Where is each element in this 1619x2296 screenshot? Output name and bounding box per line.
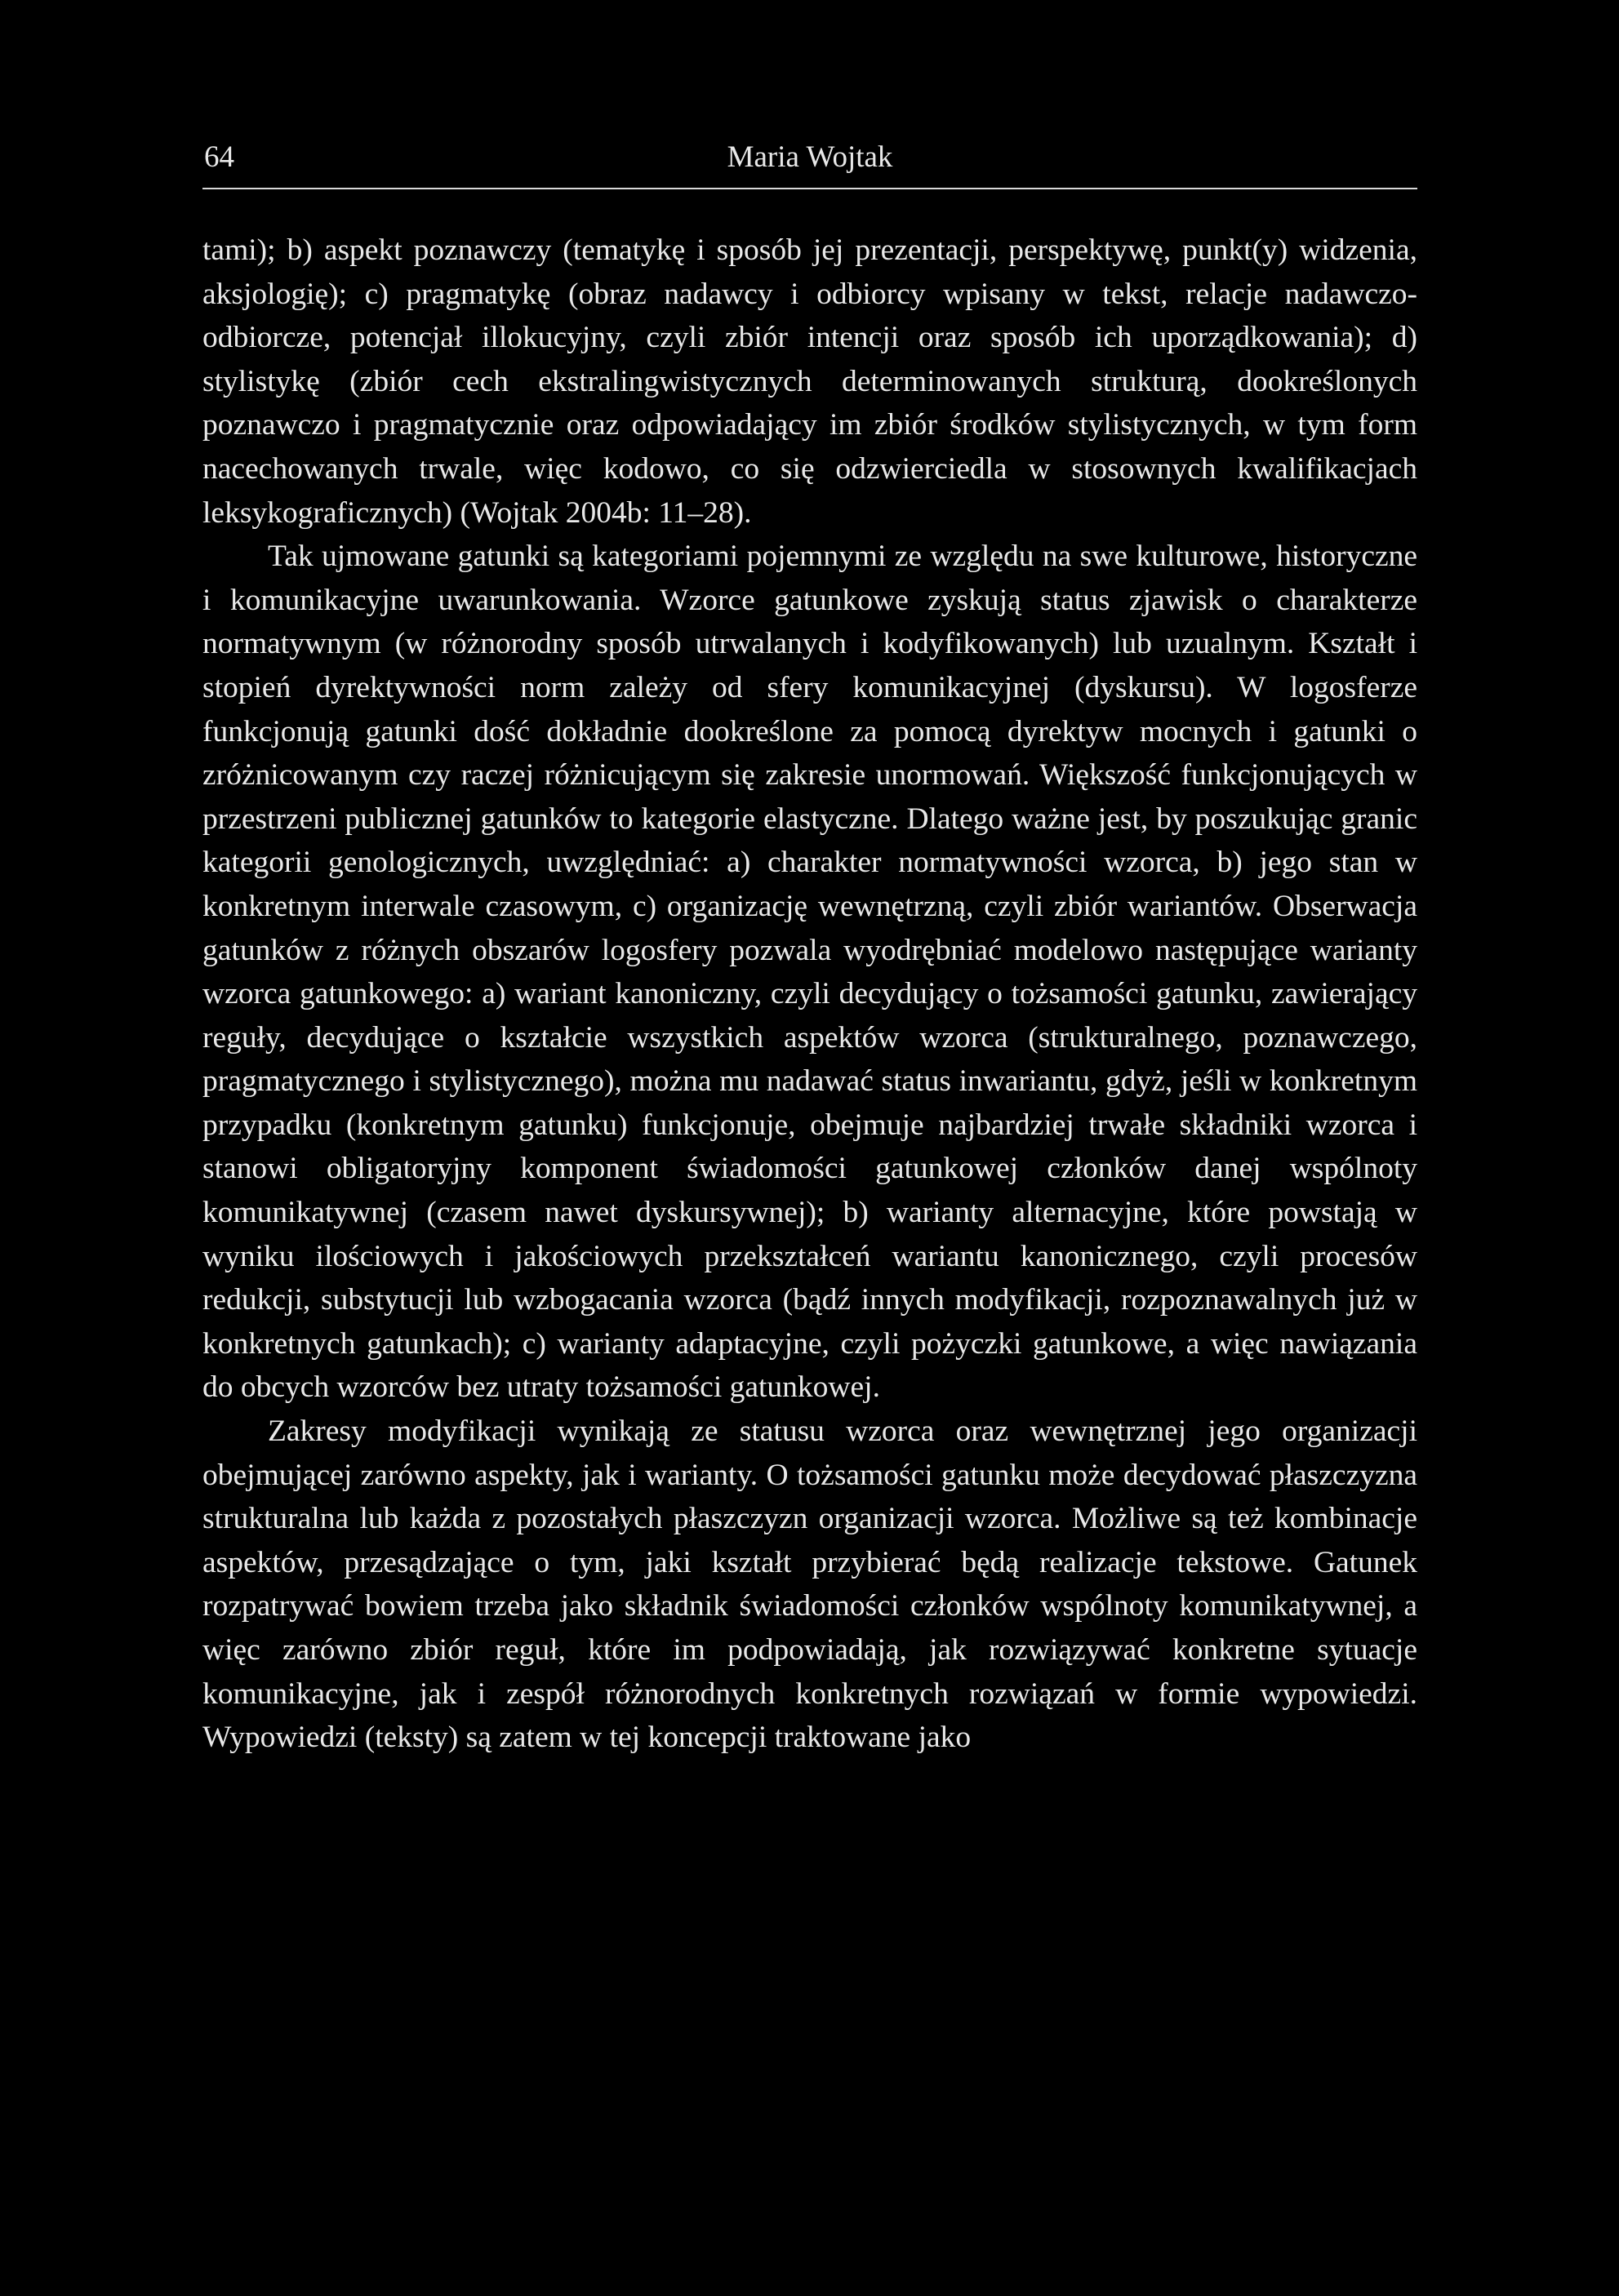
header-rule — [202, 188, 1417, 189]
body-text — [202, 229, 1417, 1760]
running-head-author: Maria Wojtak — [727, 140, 893, 174]
book-page — [202, 0, 1417, 2296]
page-number: 64 — [204, 140, 234, 174]
running-head — [202, 137, 1417, 178]
paragraph: Tak ujmowane gatunki są kategoriami pojemnymi ze względu na swe kulturowe, historyczne i komunikacyjne uwarunkowania. Wzorce gatunkowe zyskują status zjawisk o charakterze normatywnym (w różnorodny sposób utrwalanych i kodyfikowanych) lub uzualnym. Kształt i stopień dyrektywności norm zależy od sfery komunikacyjnej (dyskursu). W logosferze funkcjonują gatunki dość dokładnie dookreślone za pomocą dyrektyw mocnych i gatunki o zróżnicowanym czy raczej różnicującym się zakresie unormowań. Większość funkcjonujących w przestrzeni publicznej gatunków to kategorie elastyczne. Dlatego ważne jest, by poszukując granic kategorii genologicznych, uwzględniać: a) charakter normatywności wzorca, b) jego stan w konkretnym interwale czasowym, c) organizację wewnętrzną, czyli zbiór wariantów. Obserwacja gatunków z różnych obszarów logosfery pozwala wyodrębniać modelowo następujące warianty wzorca gatunkowego: a) wariant kanoniczny, czyli decydujący o tożsamości gatunku, zawierający reguły, decydujące o kształcie wszystkich aspektów wzorca (strukturalnego, poznawczego, pragmatycznego i stylistycznego), można mu nadawać status inwariantu, gdyż, jeśli w konkretnym przypadku (konkretnym gatunku) funkcjonuje, obejmuje najbardziej trwałe składniki wzorca i stanowi obligatoryjny komponent świadomości gatunkowej członków danej wspólnoty komunikatywnej (czasem nawet dyskursywnej); b) warianty alternacyjne, które powstają w wyniku ilościowych i jakościowych przekształceń wariantu kanonicznego, czyli procesów redukcji, substytucji lub wzbogacania wzorca (bądź innych modyfikacji, rozpoznawalnych już w konkretnych gatunkach); c) warianty adaptacyjne, czyli pożyczki gatunkowe, a więc nawiązania do obcych wzorców bez utraty tożsamości gatunkowej. — [202, 540, 1417, 1405]
paragraph-continued: tami); b) aspekt poznawczy (tematykę i sposób jej prezentacji, perspektywę, punkt(y) widzenia, aksjologię); c) pragmatykę (obraz nadawcy i odbiorcy wpisany w tekst, relacje nadawczo-odbiorcze, potencjał illokucyjny, czyli zbiór intencji oraz sposób ich uporządkowania); d) stylistykę (zbiór cech ekstralingwistycznych determinowanych strukturą, dookreślonych poznawczo i pragmatycznie oraz odpowiadający im zbiór środków stylistycznych, w tym form nacechowanych trwale, więc kodowo, co się odzwierciedla w stosownych kwalifikacjach leksykograficznych) (Wojtak 2004b: 11–28). — [202, 233, 1417, 530]
paragraph: Zakresy modyfikacji wynikają ze statusu wzorca oraz wewnętrznej jego organizacji obejmującej zarówno aspekty, jak i warianty. O tożsamości gatunku może decydować płaszczyzna strukturalna lub każda z pozostałych płaszczyzn organizacji wzorca. Możliwe są też kombinacje aspektów, przesądzające o tym, jaki kształt przybierać będą realizacje tekstowe. Gatunek rozpatrywać bowiem trzeba jako składnik świadomości członków wspólnoty komunikatywnej, a więc zarówno zbiór reguł, które im podpowiadają, jak rozwiązywać konkretne sytuacje komunikacyjne, jak i zespół różnorodnych konkretnych rozwiązań w formie wypowiedzi. Wypowiedzi (teksty) są zatem w tej koncepcji traktowane jako — [202, 1414, 1417, 1755]
